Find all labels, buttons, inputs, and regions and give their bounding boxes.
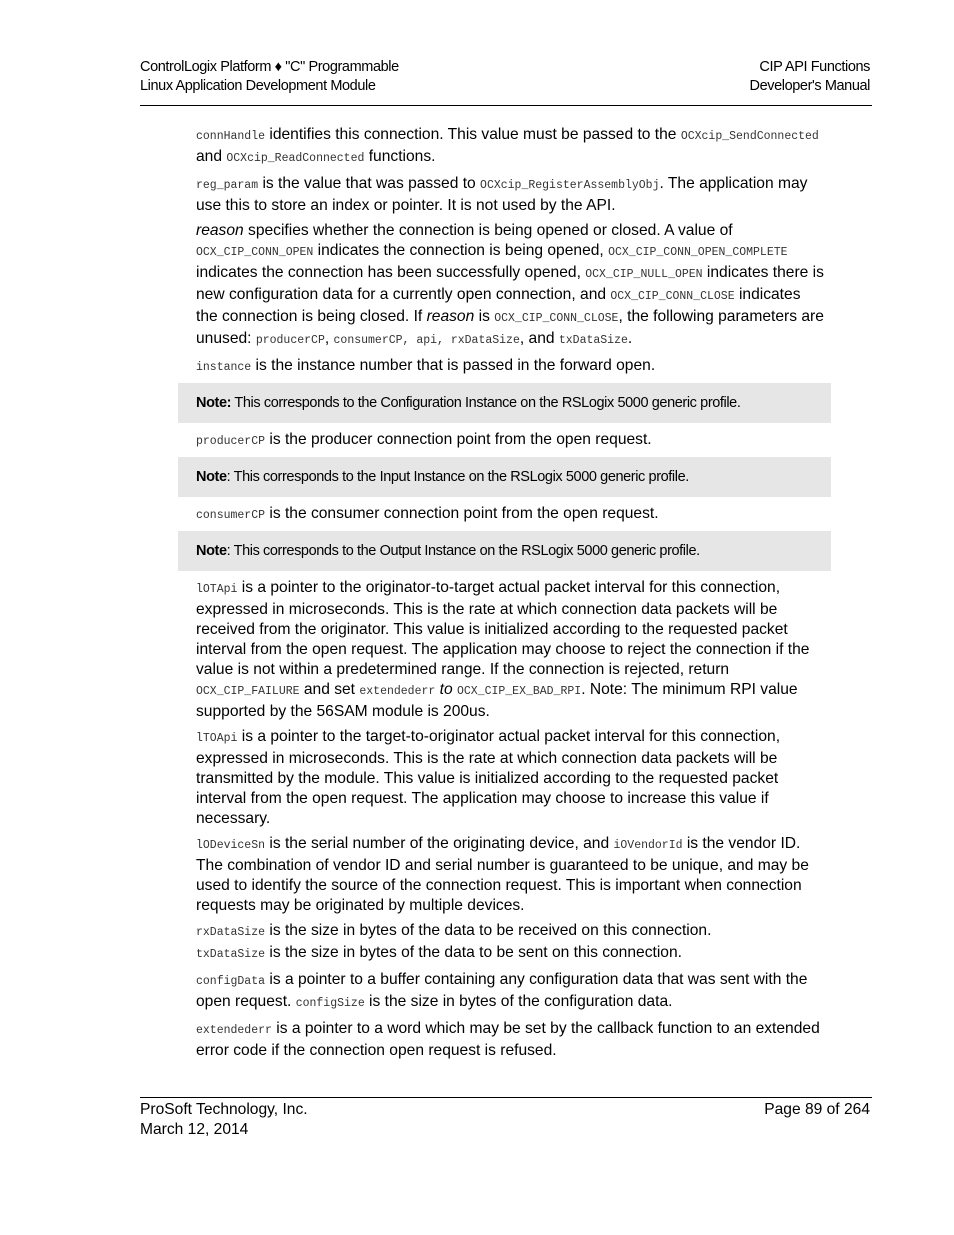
page-header [140,58,870,102]
footer-company: ProSoft Technology, Inc. [140,1101,308,1118]
note-configuration-instance [178,383,831,423]
code-term: lODeviceSn [196,839,266,852]
text: is the producer connection point from the open request. [265,431,652,448]
text: is a pointer to a word which may be set by the callback function to an extended error code if the connection open request is refused. [196,1020,820,1059]
header-left [140,58,399,96]
header-product-line: ControlLogix Platform ♦ "C" Programmable [140,59,399,75]
text: , [324,330,334,347]
header-module-line: Linux Application Development Module [140,78,376,94]
code-term: configData [196,975,266,988]
footer-left [140,1100,308,1140]
text: functions. [364,148,436,165]
code-term: OCX_CIP_CONN_CLOSE [610,290,735,303]
param-reg-param [196,174,826,216]
code-term: producerCP [255,334,325,347]
emphasis: reason [196,222,244,239]
note-output-instance [178,531,831,571]
emphasis: to [435,681,453,698]
text: . The application may use this to store an index or pointer. It is not used by the API. [196,175,808,214]
code-term: instance [196,361,252,374]
code-term: connHandle [196,130,266,143]
param-instance [196,356,826,378]
text: is a pointer to the target-to-originator actual packet interval for this connection, expressed in microseconds. This is the rate at which connection data packets will be transmitted by the module. This value is initialized according to the requested packet interval from the open request. The application may choose to increase this value if necessary. [196,728,781,827]
note-text: : This corresponds to the Output Instance on the RSLogix 5000 generic profile. [226,543,700,559]
text: is the vendor ID. The combination of vendor ID and serial number is guaranteed to be unique, and may be used to identify the source of the connection request. This is important when connection requests may be originated by multiple devices. [196,835,809,914]
text: is [474,308,495,325]
code-term: OCX_CIP_EX_BAD_RPI [456,685,582,698]
code-term: OCX_CIP_FAILURE [196,685,300,698]
code-term: extendederr [196,1024,272,1037]
code-term: OCX_CIP_CONN_CLOSE [494,312,619,325]
header-manual-title: Developer's Manual [749,78,870,94]
text: is the size in bytes of the configuration data. [364,993,673,1010]
text: . [627,330,633,347]
header-rule [140,105,872,106]
param-connhandle [196,125,826,169]
note-text: : This corresponds to the Input Instance on the RSLogix 5000 generic profile. [226,469,689,485]
text: is the serial number of the originating device, and [265,835,614,852]
text: is the size in bytes of the data to be sent on this connection. [265,944,682,961]
text: and [196,148,227,165]
code-term: lTOApi [196,732,238,745]
text: and set [299,681,360,698]
code-term: consumerCP, api, rxDataSize [333,334,520,347]
code-term: rxDataSize [196,926,266,939]
code-term: consumerCP [196,509,266,522]
header-section-title: CIP API Functions [759,59,870,75]
code-term: OCX_CIP_CONN_OPEN [196,246,314,259]
text: , the following parameters are unused: [196,308,824,347]
code-term: extendederr [359,685,436,698]
text: is the consumer connection point from the open request. [265,505,659,522]
code-term: OCXcip_ReadConnected [226,152,365,165]
footer-date: March 12, 2014 [140,1121,249,1138]
code-term: txDataSize [558,334,628,347]
code-term: OCXcip_SendConnected [680,130,819,143]
code-term: producerCP [196,435,266,448]
code-term: OCXcip_RegisterAssemblyObj [480,179,660,192]
note-label: Note: [196,395,232,411]
text: indicates the connection is being opened, [313,242,609,259]
text: indicates there is new configuration data for a currently open connection, and [196,264,824,303]
text: identifies this connection. This value must be passed to the [265,126,681,143]
param-data-sizes [196,921,826,965]
param-lotapi [196,578,826,722]
param-producercp [196,430,826,452]
param-extendederr [196,1019,826,1061]
text: indicates the connection is being closed. If [196,286,801,325]
code-term: iOVendorId [613,839,683,852]
param-ltoapi [196,727,826,829]
text: is the instance number that is passed in the forward open. [251,357,656,374]
param-lodevicesn [196,834,826,916]
text: is a pointer to a buffer containing any configuration data that was sent with the open request. [196,971,808,1010]
note-input-instance [178,457,831,497]
text: is the value that was passed to [258,175,481,192]
page-body [196,125,826,1066]
note-label: Note [196,469,227,485]
header-right [750,58,871,96]
code-term: txDataSize [196,948,266,961]
text: indicates the connection has been successfully opened, [196,264,586,281]
note-text: This corresponds to the Configuration Instance on the RSLogix 5000 generic profile. [231,395,741,411]
text: . Note: The minimum RPI value supported by the 56SAM module is 200us. [196,681,798,720]
code-term: configSize [295,997,365,1010]
code-term: OCX_CIP_CONN_OPEN_COMPLETE [608,246,788,259]
code-term: lOTApi [196,583,238,596]
text: is the size in bytes of the data to be received on this connection. [265,922,712,939]
footer-page-number: Page 89 of 264 [764,1101,870,1118]
text: is a pointer to the originator-to-target actual packet interval for this connection, expressed in microseconds. This is the rate at which connection data packets will be received from the originator. This value is initialized according to the requested packet interval from the open request. The application may choose to reject the connection if the value is not within a predetermined range. If the connection is rejected, return [196,579,810,678]
code-term: reg_param [196,179,259,192]
param-consumercp [196,504,826,526]
code-term: OCX_CIP_NULL_OPEN [585,268,703,281]
emphasis: reason [426,308,475,325]
text: , and [519,330,559,347]
param-configdata [196,970,826,1014]
param-reason [196,221,826,351]
footer-rule [140,1097,872,1098]
text: specifies whether the connection is being opened or closed. A value of [243,222,733,239]
note-label: Note [196,543,227,559]
